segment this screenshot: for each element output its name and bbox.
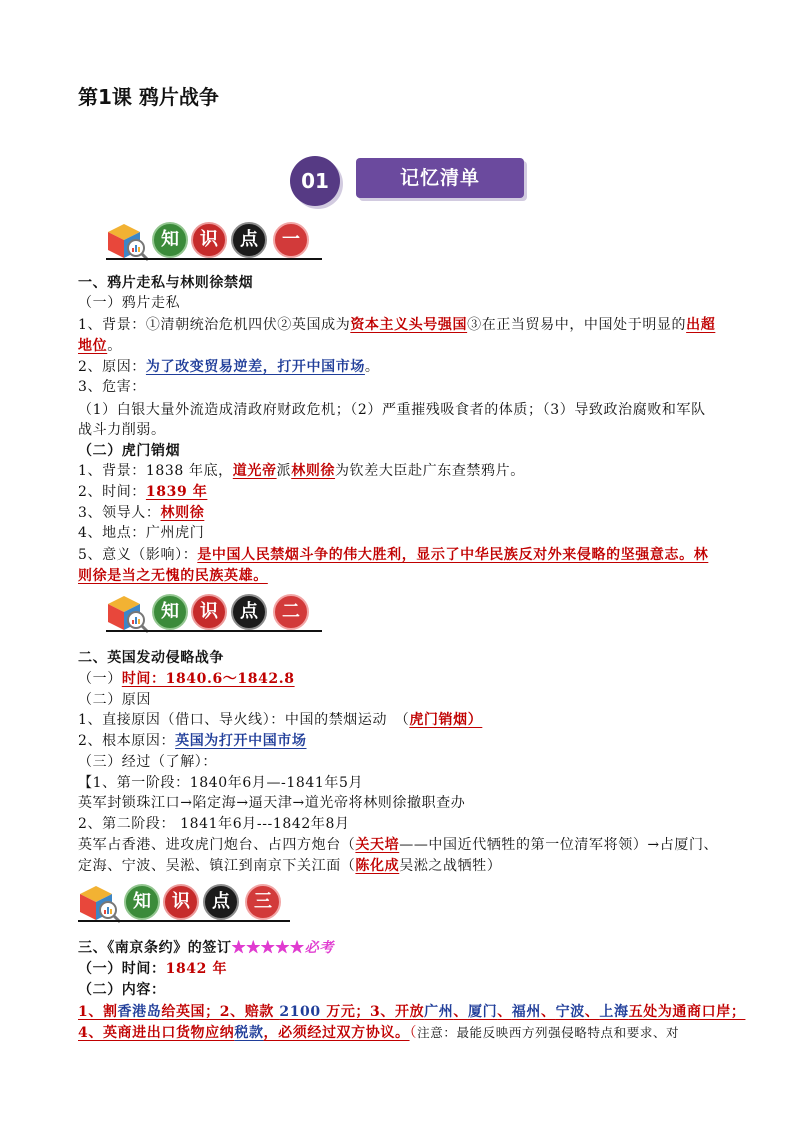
cube-magnifier-icon bbox=[106, 222, 150, 262]
kp-char-number: 三 bbox=[245, 884, 281, 920]
text: （一）时间： bbox=[78, 961, 166, 977]
kp-underline bbox=[106, 630, 322, 632]
kp-char-zhi: 知 bbox=[124, 884, 160, 920]
s1-background-line-2 bbox=[78, 336, 122, 356]
kp-char-dian: 点 bbox=[231, 222, 267, 258]
s2-stage-1: 【1、第一阶段：1840年6月—-1841年5月 bbox=[78, 775, 364, 791]
highlight-root-cause: 英国为打开中国市场 bbox=[175, 733, 307, 749]
knowledge-point-header-1 bbox=[106, 222, 336, 262]
port-fuzhou: 福州 bbox=[511, 1004, 541, 1020]
s1-humen-significance-2: 则徐是当之无愧的民族英雄。 bbox=[78, 568, 268, 584]
s1-humen-time bbox=[78, 482, 207, 502]
port-shanghai: 上海 bbox=[599, 1004, 629, 1020]
highlight-capitalist-power: 资本主义头号强国 bbox=[350, 317, 468, 333]
text: 1、背景：1838 年底， bbox=[78, 463, 233, 479]
s1-harm-label: 3、危害： bbox=[78, 379, 146, 395]
highlight-indemnity: 2100 bbox=[279, 1004, 321, 1020]
port-xiamen: 厦门 bbox=[467, 1004, 498, 1020]
star-rating: ★★★★★ bbox=[231, 940, 305, 956]
text: 。 bbox=[364, 359, 380, 375]
kp-char-shi: 识 bbox=[191, 222, 227, 258]
lesson-title: 第1课 鸦片战争 bbox=[78, 85, 219, 109]
s2-reason: （二）原因 bbox=[78, 692, 151, 708]
text: 吴淞之战牺牲） bbox=[399, 858, 502, 874]
text: 三、《南京条约》的签订 bbox=[78, 940, 232, 956]
kp-char-zhi: 知 bbox=[152, 594, 188, 630]
highlight-hong-kong: 香港岛 bbox=[117, 1004, 162, 1020]
knowledge-point-header-2 bbox=[106, 594, 336, 634]
s1-harm-line-2: 战斗力削弱。 bbox=[78, 422, 166, 438]
banner-number-badge: 01 bbox=[290, 156, 340, 206]
highlight-chen-huacheng: 陈化成 bbox=[355, 858, 400, 874]
s1-humen-background bbox=[78, 461, 525, 481]
s2-stage-2: 2、第二阶段： 1841年6月---1842年8月 bbox=[78, 816, 350, 832]
port-guangzhou: 广州 bbox=[424, 1004, 454, 1020]
text: 派 bbox=[276, 463, 292, 479]
kp-char-shi: 识 bbox=[163, 884, 199, 920]
highlight-trade-surplus: 出超 bbox=[686, 317, 716, 333]
s2-stage-1-detail: 英军封锁珠江口→陷定海→逼天津→道光帝将林则徐撤职查办 bbox=[78, 795, 466, 811]
cube-magnifier-icon bbox=[78, 884, 122, 924]
text: 、 bbox=[453, 1004, 468, 1020]
text: 3、领导人： bbox=[78, 505, 161, 521]
s1-heading: 一、鸦片走私与林则徐禁烟 bbox=[78, 275, 254, 291]
s1-background-line-1 bbox=[78, 315, 715, 335]
s1-harm-line-1: （1）白银大量外流造成清政府财政危机；（2）严重摧残吸食者的体质；（3）导致政治腐败和军队 bbox=[78, 402, 706, 418]
note-text: 注意：最能反映西方列强侵略特点和要求、对 bbox=[417, 1025, 680, 1040]
s3-heading bbox=[78, 938, 334, 958]
s3-content-line-2 bbox=[78, 1023, 679, 1043]
highlight-war-time: 时间：1840.6～1842.8 bbox=[121, 671, 295, 687]
text: 、 bbox=[584, 1004, 600, 1020]
highlight-1842: 1842 年 bbox=[165, 961, 228, 977]
highlight-humen: 虎门销烟） bbox=[409, 712, 483, 728]
text: 1、直接原因（借口、导火线）：中国的禁烟运动 （ bbox=[78, 712, 410, 728]
text: 1、割 bbox=[78, 1004, 118, 1020]
knowledge-point-header-3 bbox=[78, 884, 308, 924]
banner-label: 记忆清单 bbox=[356, 158, 524, 198]
s2-stage-2-detail-1 bbox=[78, 835, 718, 855]
text: （ bbox=[409, 1025, 418, 1041]
kp-underline bbox=[78, 920, 290, 922]
s3-content-label: （二）内容： bbox=[78, 982, 166, 998]
s2-time bbox=[78, 669, 295, 689]
s2-direct-cause bbox=[78, 710, 482, 730]
s2-heading: 二、英国发动侵略战争 bbox=[78, 650, 224, 666]
text: ——中国近代牺牲的第一位清军将领）→占厦门、 bbox=[399, 837, 719, 853]
text: 2、原因： bbox=[78, 359, 146, 375]
text: 1、背景：①清朝统治危机四伏②英国成为 bbox=[78, 317, 351, 333]
kp-char-number: 一 bbox=[273, 222, 309, 258]
kp-char-number: 二 bbox=[273, 594, 309, 630]
text: （一） bbox=[78, 671, 122, 687]
text: 4、英商进出口货物应纳 bbox=[78, 1025, 235, 1041]
s1-humen-place: 4、地点：广州虎门 bbox=[78, 525, 205, 541]
text: 、 bbox=[497, 1004, 512, 1020]
text: 2、时间： bbox=[78, 484, 146, 500]
kp-char-dian: 点 bbox=[203, 884, 239, 920]
must-test-tag: 必考 bbox=[304, 940, 334, 956]
s1-cause bbox=[78, 357, 380, 377]
s3-content-line-1 bbox=[78, 1002, 745, 1022]
highlight-1839: 1839 年 bbox=[145, 484, 208, 500]
s2-root-cause bbox=[78, 731, 307, 751]
highlight-significance: 是中国人民禁烟斗争的伟大胜利，显示了中华民族反对外来侵略的坚强意志。林 bbox=[197, 547, 709, 563]
text: ③在正当贸易中，中国处于明显的 bbox=[467, 317, 687, 333]
s1-sub1: （一）鸦片走私 bbox=[78, 295, 181, 311]
text: 、 bbox=[541, 1004, 556, 1020]
highlight-leader: 林则徐 bbox=[160, 505, 205, 521]
text: 为钦差大臣赴广东查禁鸦片。 bbox=[335, 463, 525, 479]
s2-process: （三）经过（了解）： bbox=[78, 754, 217, 770]
text: 万元；3、开放 bbox=[320, 1004, 425, 1020]
text: 五处为通商口岸； bbox=[628, 1004, 746, 1020]
text: ，必须经过双方协议。 bbox=[263, 1025, 410, 1041]
kp-char-zhi: 知 bbox=[152, 222, 188, 258]
text: 2、根本原因： bbox=[78, 733, 176, 749]
text: 英军占香港、进攻虎门炮台、占四方炮台（ bbox=[78, 837, 356, 853]
s3-time bbox=[78, 959, 227, 979]
highlight-tariff: 税款 bbox=[234, 1025, 264, 1041]
text: 定海、宁波、吴淞、镇江到南京下关江面（ bbox=[78, 858, 356, 874]
s1-sub2: （二）虎门销烟 bbox=[78, 443, 181, 459]
s1-humen-significance-1 bbox=[78, 545, 708, 565]
highlight-lin-zexu: 林则徐 bbox=[291, 463, 336, 479]
kp-underline bbox=[106, 258, 322, 260]
text: 5、意义（影响）： bbox=[78, 547, 198, 563]
highlight-guan-tianpei: 关天培 bbox=[355, 837, 400, 853]
cube-magnifier-icon bbox=[106, 594, 150, 634]
kp-char-dian: 点 bbox=[231, 594, 267, 630]
highlight-position: 地位 bbox=[78, 338, 108, 354]
s1-humen-leader bbox=[78, 503, 204, 523]
text: 。 bbox=[107, 338, 122, 354]
highlight-cause: 为了改变贸易逆差，打开中国市场 bbox=[145, 359, 365, 375]
port-ningbo: 宁波 bbox=[555, 1004, 585, 1020]
s2-stage-2-detail-2 bbox=[78, 856, 501, 876]
kp-char-shi: 识 bbox=[191, 594, 227, 630]
highlight-daoguang: 道光帝 bbox=[232, 463, 277, 479]
text: 给英国；2、赔款 bbox=[161, 1004, 280, 1020]
